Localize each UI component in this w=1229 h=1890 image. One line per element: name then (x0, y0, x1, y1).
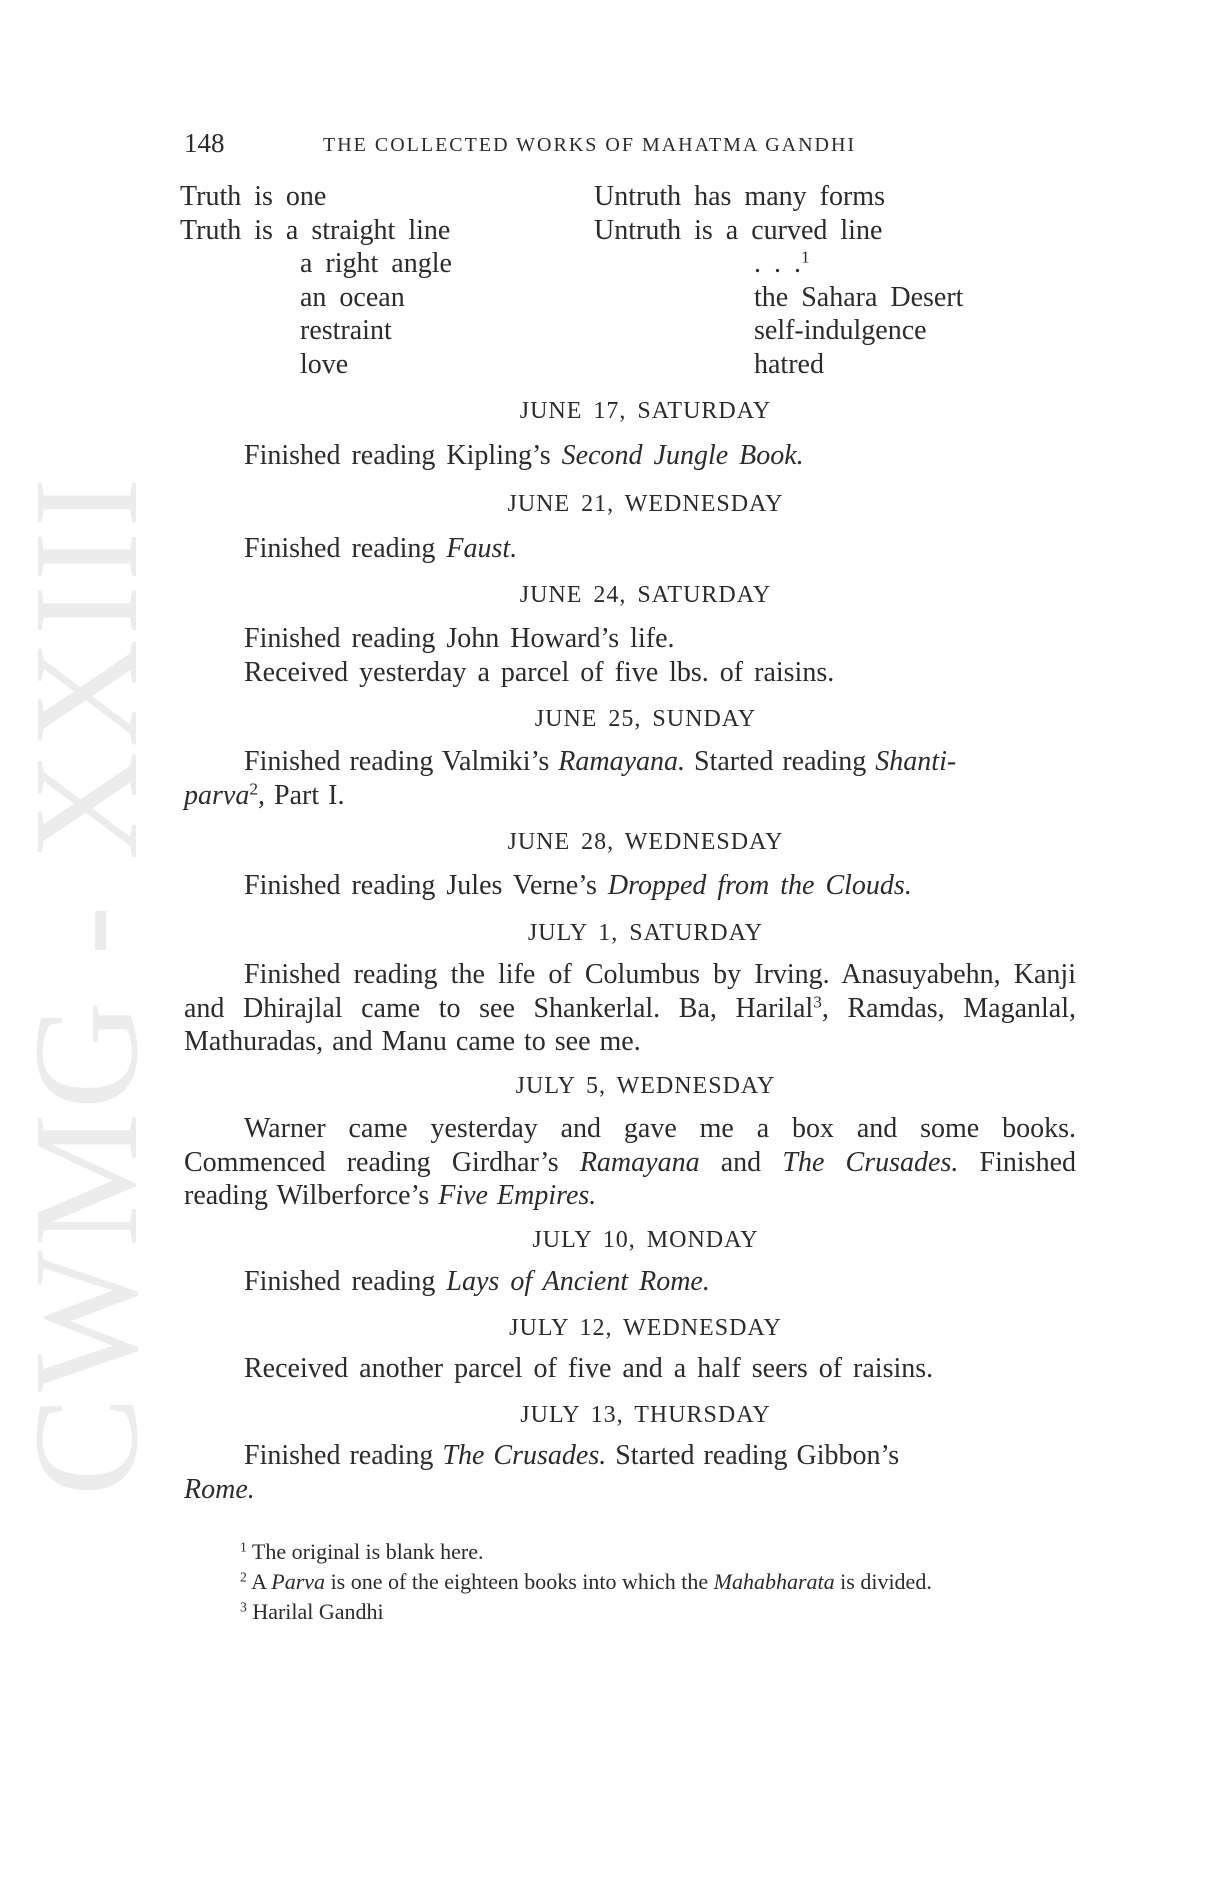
untruth-line: hatred (754, 348, 824, 380)
truth-line: Truth is one (180, 181, 327, 212)
truth-line: restraint (300, 315, 392, 346)
entry-date: JULY 12, WEDNESDAY (509, 1315, 782, 1341)
entry-date: JULY 1, SATURDAY (527, 920, 764, 946)
book-title: Lays of Ancient Rome. (446, 1266, 710, 1297)
entry-date: JUNE 21, WEDNESDAY (507, 491, 784, 517)
entry-date: JUNE 24, SATURDAY (519, 582, 772, 608)
entry-text: Finished reading Kipling’s Second Jungle Book. (244, 440, 804, 471)
entry-text: Finished reading Jules Verne’s Dropped from the Clouds. (244, 870, 912, 901)
book-title: Faust. (446, 533, 518, 564)
entry-paragraph: Warner came yesterday and gave me a box and some books. Commenced reading Girdhar’s Ramayana and The Crusades. Finished reading Wilberforce’s Five Empires. (184, 1113, 1076, 1211)
entry-text: Received another parcel of five and a half seers of raisins. (244, 1353, 934, 1384)
book-title: Second Jungle Book. (561, 440, 804, 471)
truth-line: love (300, 348, 349, 380)
untruth-line: the Sahara Desert (754, 281, 964, 313)
entry-date: JUNE 17, SATURDAY (519, 398, 772, 424)
footnote-ref: 2 (249, 778, 259, 798)
watermark: CWMG - XXIII (3, 473, 169, 1497)
untruth-line: . . . (754, 248, 801, 279)
book-title: Dropped from the Clouds. (607, 870, 912, 901)
entry-date: JUNE 25, SUNDAY (534, 706, 757, 732)
untruth-column (594, 180, 963, 381)
entry-date: JUNE 28, WEDNESDAY (507, 829, 784, 855)
entry-text: Received yesterday a parcel of five lbs. of raisins. (244, 657, 835, 688)
truth-line: an ocean (300, 281, 405, 313)
entry-text: Finished reading John Howard’s life. (244, 623, 675, 654)
truth-column (180, 180, 452, 381)
truth-line: Truth is a straight line (180, 214, 451, 246)
running-head: THE COLLECTED WORKS OF MAHATMA GANDHI (323, 134, 857, 156)
footnote-1: $^1$ The original is blank here. (240, 1539, 484, 1564)
untruth-line: Untruth is a curved line (594, 214, 883, 246)
untruth-line: self-indulgence (754, 315, 927, 346)
entry-paragraph: Finished reading Valmiki’s Ramayana. Started reading Shanti- parva$^2$, Part I. (184, 746, 957, 811)
page-number: 148 (184, 128, 225, 158)
untruth-line: Untruth has many forms (594, 181, 885, 212)
entry-paragraph: Finished reading The Crusades. Started reading Gibbon’s Rome. (184, 1440, 900, 1505)
footnote-2: $^2$ A Parva is one of the eighteen books into which the Mahabharata is divided. (240, 1569, 932, 1594)
footnote-ref: 1 (801, 247, 810, 267)
truth-line: a right angle (300, 248, 452, 279)
entry-text: Finished reading Faust. (244, 533, 518, 564)
footnote-3: $^3$ Harilal Gandhi (240, 1599, 384, 1624)
entry-date: JULY 5, WEDNESDAY (515, 1073, 776, 1099)
footnote-ref: 3 (813, 991, 822, 1011)
entry-paragraph: Finished reading the life of Columbus by Irving. Anasuyabehn, Kanji and Dhirajlal came to see Shankerlal. Ba, Harilal$^3$, Ramdas, Maganlal, Mathuradas, and Manu came to see me. (184, 959, 1076, 1057)
entry-date: JULY 10, MONDAY (532, 1227, 759, 1253)
entry-date: JULY 13, THURSDAY (520, 1402, 771, 1428)
entry-text: Finished reading Lays of Ancient Rome. (244, 1266, 710, 1297)
